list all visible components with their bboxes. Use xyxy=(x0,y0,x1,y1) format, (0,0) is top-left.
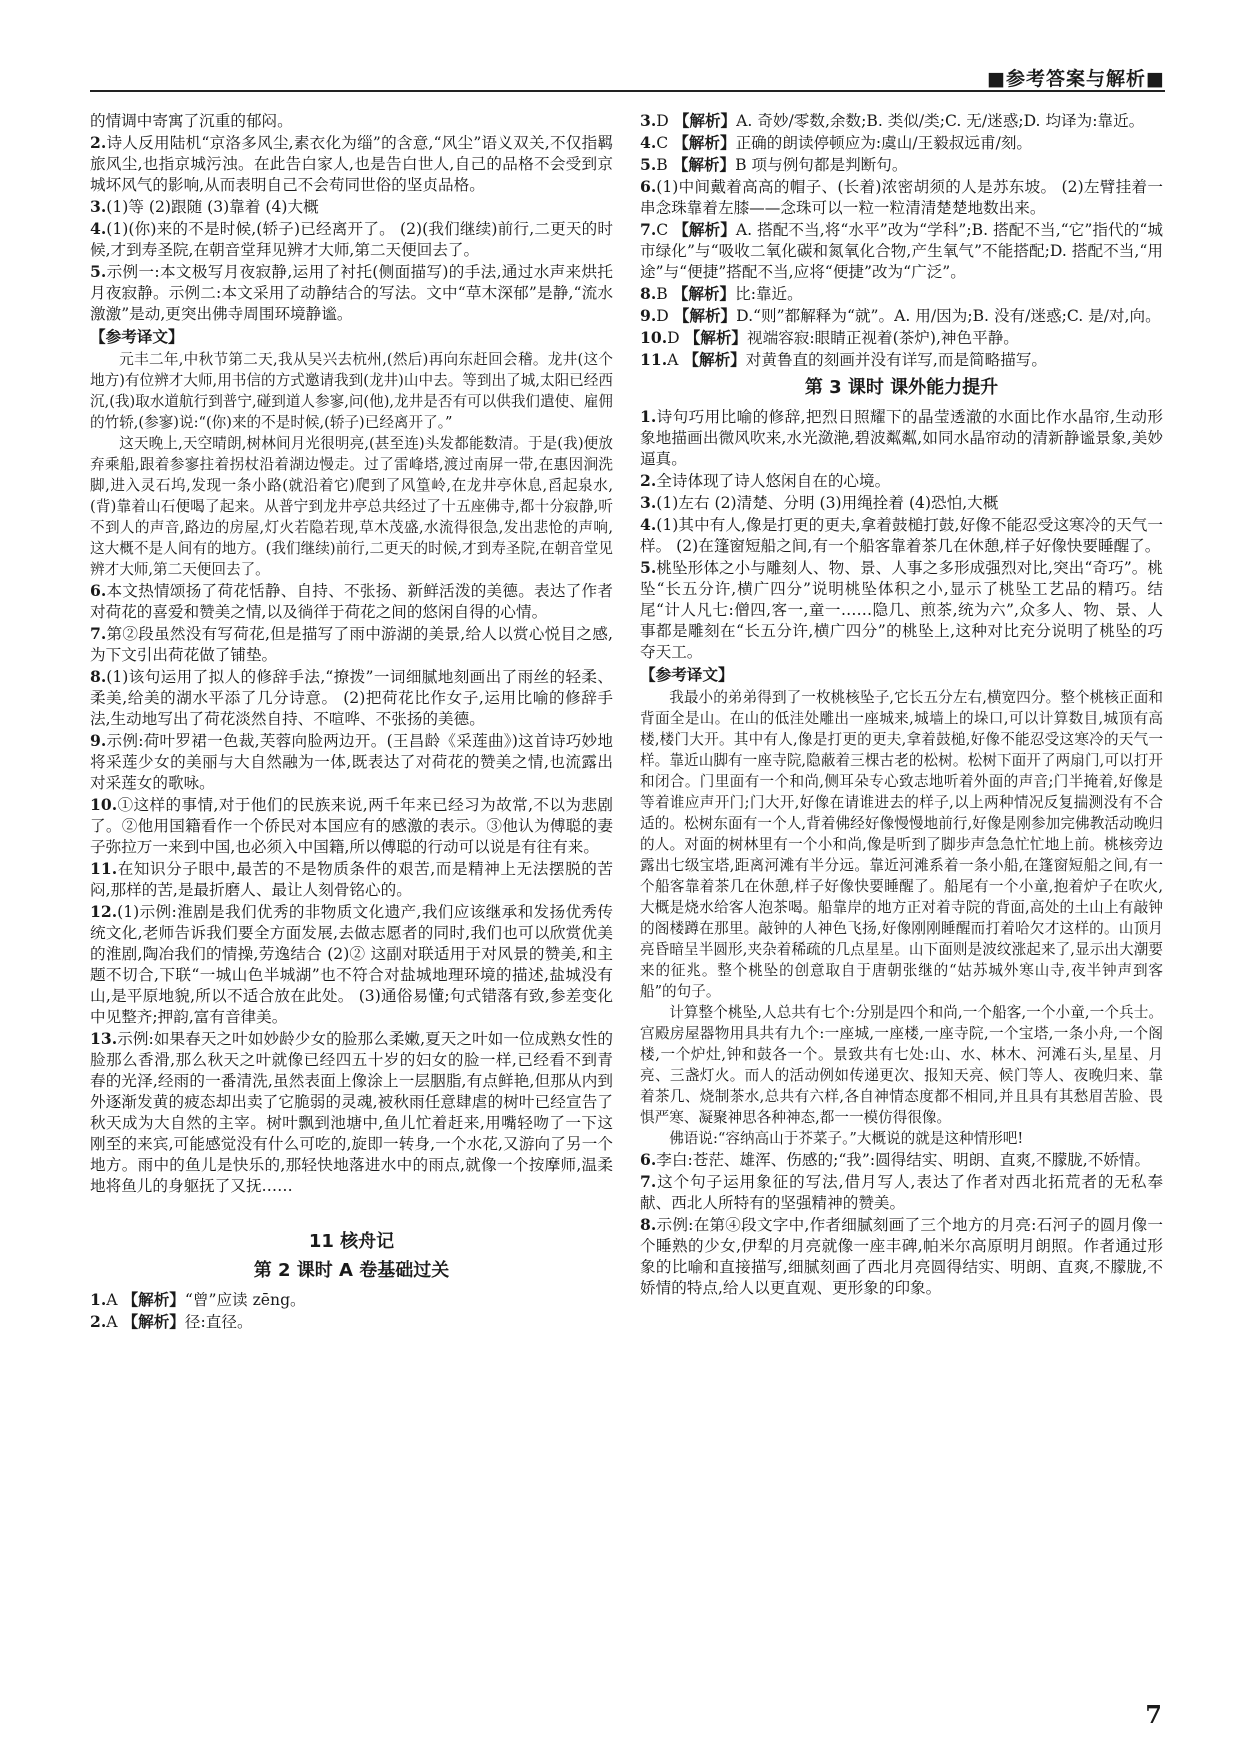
answer-item xyxy=(640,1149,1163,1171)
lesson-title: 第 2 课时 A 卷基础过关 xyxy=(253,1260,450,1281)
question-number: 9. xyxy=(640,306,657,325)
answer-item xyxy=(90,794,613,858)
choice-answer xyxy=(640,219,1163,283)
section-title: 11 核舟记 xyxy=(308,1231,395,1252)
translation-paragraph: 佛语说:“容纳高山于芥菜子。”大概说的就是这种情形吧! xyxy=(669,1130,1024,1147)
question-number: 6. xyxy=(640,1150,657,1169)
analysis-text: B 项与例句都是判断句。 xyxy=(735,156,908,174)
question-number: 4. xyxy=(640,133,657,152)
choice-answer xyxy=(640,132,1163,154)
analysis-tag: 【解析】 xyxy=(673,134,736,152)
answer-text: 诗人反用陆机“京洛多风尘,素衣化为缁”的含意,“风尘”语义双关,不仅指羁旅风尘,也指京城污浊。在此告白家人,也是告白世人,自己的品格不会受到京城坏风气的影响,从而表明自己不会苟同世俗的坚贞品格。 xyxy=(90,134,613,194)
answer-text: (1)(你)来的不是时候,(轿子)已经离开了。 (2)(我们继续)前行,二更天的时候,才到寿圣院,在朝音堂拜见辨才大师,第二天便回去了。 xyxy=(90,220,613,259)
answer-item xyxy=(640,470,1163,492)
choice-letter: C xyxy=(656,134,669,152)
answer-item xyxy=(640,406,1163,470)
answer-item xyxy=(90,132,613,196)
question-number: 2. xyxy=(90,1312,107,1331)
answer-item xyxy=(90,901,613,1028)
choice-letter: B xyxy=(656,285,668,303)
question-number: 9. xyxy=(90,731,107,750)
answer-item xyxy=(90,730,613,794)
answer-text: 示例:如果春天之叶如妙龄少女的脸那么柔嫩,夏天之叶如一位成熟女性的脸那么香滑,那么秋天之叶就像已经四五十岁的妇女的脸一样,已经看不到青春的光泽,经雨的一番清洗,虽然表面上像涂上一层胭脂,有点鲜艳,但那从内到外逐渐发黄的疲态却出卖了它脆弱的灵魂,被秋雨任意肆虐的树叶已经宣告了秋天成为大自然的主宰。树叶飘到池塘中,鱼儿忙着赶来,用嘴轻吻了一下这刚至的来宾,可能感觉没有什么可吃的,旋即一转身,一个水花,又游向了另一个地方。雨中的鱼儿是快乐的,那轻快地落进水中的雨点,就像一个按摩师,温柔地将鱼儿的身躯抚了又抚…… xyxy=(90,1030,613,1195)
question-number: 8. xyxy=(90,667,107,686)
choice-answer xyxy=(640,327,1163,349)
question-number: 4. xyxy=(90,219,107,238)
lesson-title: 第 3 课时 课外能力提升 xyxy=(804,377,999,398)
question-number: 5. xyxy=(640,558,657,577)
choice-letter: D xyxy=(656,112,669,130)
right-column xyxy=(640,110,1163,1299)
question-number: 4. xyxy=(640,515,657,534)
choice-letter: A xyxy=(667,351,679,369)
translation-paragraph: 这天晚上,天空晴朗,树林间月光很明亮,(甚至连)头发都能数清。于是(我)便放弃乘船,跟着参寥拄着拐杖沿着湖边慢走。过了雷峰塔,渡过南屏一带,在惠因涧洗脚,进入灵石坞,发现一条小路(就沿着它)爬到了风篁岭,在龙井亭休息,舀起泉水,(背)靠着山石便喝了起来。从普宁到龙井亭总共经过了十五座佛寺,都十分寂静,听不到人的声音,路边的房屋,灯火若隐若现,草木茂盛,水流得很急,发出悲怆的声响,这大概不是人间有的地方。(我们继续)前行,二更天的时候,才到寿圣院,在朝音堂见辨才大师,第二天便回去了。 xyxy=(90,435,613,578)
answer-text: 这个句子运用象征的写法,借月写人,表达了作者对西北拓荒者的无私奉献、西北人所特有的坚强精神的赞美。 xyxy=(640,1173,1163,1212)
answer-item xyxy=(90,261,613,325)
analysis-tag: 【解析】 xyxy=(673,221,736,239)
analysis-tag: 【解析】 xyxy=(672,285,736,303)
answer-text: (1)等 (2)跟随 (3)靠着 (4)大概 xyxy=(106,198,319,216)
choice-letter: D xyxy=(656,307,669,325)
answer-text: 示例:荷叶罗裙一色裁,芙蓉向脸两边开。(王昌龄《采莲曲》)这首诗巧妙地将采莲少女的美丽与大自然融为一体,既表达了对荷花的赞美之情,也流露出对采莲女的歌咏。 xyxy=(90,732,613,792)
answer-item xyxy=(640,557,1163,663)
question-number: 10. xyxy=(640,328,668,347)
reference-translation-label: 【参考译文】 xyxy=(90,327,184,346)
answer-item xyxy=(640,514,1163,557)
answer-text: 示例一:本文极写月夜寂静,运用了衬托(侧面描写)的手法,通过水声来烘托月夜寂静。示例二:本文采用了动静结合的写法。文中“草木深郁”是静,“流水激激”是动,更突出佛寺周围环境静谧。 xyxy=(90,263,613,323)
translation-paragraph: 计算整个桃坠,人总共有七个:分别是四个和尚,一个船客,一个小童,一个兵士。宫殿房屋器物用具共有九个:一座城,一座楼,一座寺院,一个宝塔,一条小舟,一个阁楼,一个炉灶,钟和鼓各一个。景致共有七处:山、水、林木、河滩石头,星星、月亮、三盏灯火。而人的活动例如传递更次、报知天亮、候门等人、夜晚归来、靠着茶几、烧制茶水,总共有六样,各自神情态度都不相同,并且具有其愁眉苦脸、畏惧严寒、凝聚神思各种神态,都一一模仿得很像。 xyxy=(640,1004,1163,1126)
question-number: 12. xyxy=(90,902,118,921)
analysis-text: A. 奇妙/零数,余数;B. 类似/类;C. 无/迷惑;D. 均译为:靠近。 xyxy=(736,112,1145,130)
analysis-tag: 【解析】 xyxy=(673,112,737,130)
question-number: 7. xyxy=(640,1172,657,1191)
choice-letter: C xyxy=(656,221,669,239)
answer-item xyxy=(90,1028,613,1197)
analysis-tag: 【解析】 xyxy=(672,156,736,174)
answer-text: 全诗体现了诗人悠闲自在的心境。 xyxy=(656,472,891,490)
answer-text: (1)该句运用了拟人的修辞手法,“撩拨”一词细腻地刻画出了雨丝的轻柔、柔美,给美的湖水平添了几分诗意。 (2)把荷花比作女子,运用比喻的修辞手法,生动地写出了荷花淡然自持、不喧哗、不张扬的美德。 xyxy=(90,668,613,728)
page-header xyxy=(90,62,1165,92)
choice-answer xyxy=(90,1289,613,1311)
choice-letter: D xyxy=(667,329,680,347)
analysis-tag: 【解析】 xyxy=(683,351,746,369)
analysis-text: 正确的朗读停顿应为:虞山/王毅叔远甫/刻。 xyxy=(735,134,1033,152)
question-number: 11. xyxy=(90,859,118,878)
question-number: 5. xyxy=(90,262,107,281)
choice-letter: B xyxy=(656,156,668,174)
answer-item xyxy=(90,580,613,623)
choice-answer xyxy=(640,154,1163,176)
question-number: 6. xyxy=(640,177,657,196)
question-number: 5. xyxy=(640,155,657,174)
question-number: 11. xyxy=(640,350,668,369)
answer-text: 在知识分子眼中,最苦的不是物质条件的艰苦,而是精神上无法摆脱的苦闷,那样的苦,是最折磨人、最让人刻骨铭心的。 xyxy=(90,860,613,899)
question-number: 7. xyxy=(90,624,107,643)
page-number: 7 xyxy=(1145,1700,1162,1729)
question-number: 6. xyxy=(90,581,107,600)
analysis-text: 对黄鲁直的刻画并没有详写,而是简略描写。 xyxy=(745,351,1048,369)
analysis-text: A. 搭配不当,将“水平”改为“学科”;B. 搭配不当,“它”指代的“城市绿化”与“吸收二氧化碳和氮氧化合物,产生氧气”不能搭配;D. 搭配不当,“用途”与“便捷”搭配不当,应将“便捷”改为“广泛”。 xyxy=(640,221,1163,281)
question-number: 13. xyxy=(90,1029,118,1048)
answer-text: 诗句巧用比喻的修辞,把烈日照耀下的晶莹透澈的水面比作水晶帘,生动形象地描画出微风吹来,水光潋滟,碧波粼粼,如同水晶帘动的清新静谧景象,美妙逼真。 xyxy=(640,408,1163,468)
question-number: 7. xyxy=(640,220,657,239)
analysis-tag: 【解析】 xyxy=(122,1291,185,1309)
answer-item xyxy=(640,176,1163,219)
analysis-tag: 【解析】 xyxy=(122,1313,185,1331)
answer-item xyxy=(90,666,613,730)
question-number: 8. xyxy=(640,1215,657,1234)
answer-item xyxy=(90,623,613,666)
question-number: 8. xyxy=(640,284,657,303)
answer-item xyxy=(640,1171,1163,1214)
answer-text: 示例:在第④段文字中,作者细腻刻画了三个地方的月亮:石河子的圆月像一个睡熟的少女,伊犁的月亮就像一座丰碑,帕米尔高原明月朗照。作者通过形象的比喻和直接描写,细腻刻画了西北月亮圆得结实、明朗、直爽,不朦胧,不娇情的特点,给人以更直观、更形象的印象。 xyxy=(640,1216,1163,1297)
choice-answer xyxy=(640,305,1163,327)
question-number: 2. xyxy=(640,471,657,490)
answer-text: 的情调中寄寓了沉重的郁闷。 xyxy=(90,112,293,130)
question-number: 1. xyxy=(90,1290,107,1309)
choice-letter: A xyxy=(106,1291,118,1309)
question-number: 3. xyxy=(90,197,107,216)
analysis-text: “曾”应读 zēng。 xyxy=(184,1291,306,1309)
choice-answer xyxy=(90,1311,613,1333)
answer-item xyxy=(90,218,613,261)
analysis-text: 径:直径。 xyxy=(184,1313,253,1331)
answer-text: (1)示例:淮剧是我们优秀的非物质文化遗产,我们应该继承和发扬优秀传统文化,老师告诉我们要全方面发展,去做志愿者的同时,我们也可以欣赏优美的淮剧,陶冶我们的情操,劳逸结合 (2)② 这副对联适用于对风景的赞美,和主题不切合,下联“一城山色半城湖”也不符合对盐城地理环境的描述,盐城没有山,是平原地貌,所以不适合放在此处。 (3)通俗易懂;句式错落有致,参差变化中见整齐;押韵,富有音律美。 xyxy=(90,903,613,1026)
reference-translation-label: 【参考译文】 xyxy=(640,665,734,684)
choice-letter: A xyxy=(106,1313,118,1331)
answer-text: (1)其中有人,像是打更的更夫,拿着鼓槌打鼓,好像不能忍受这寒冷的天气一样。 (2)在篷窗短船之间,有一个船客靠着茶几在休憩,样子好像快要睡醒了。 xyxy=(640,516,1163,555)
choice-answer xyxy=(640,349,1163,371)
question-number: 10. xyxy=(90,795,118,814)
analysis-tag: 【解析】 xyxy=(673,307,737,325)
answer-text: 桃坠形体之小与雕刻人、物、景、人事之多形成强烈对比,突出“奇巧”。桃坠“长五分许,横广四分”说明桃坠体积之小,显示了桃坠工艺品的精巧。结尾“计人凡七:僧四,客一,童一……隐几、煎茶,统为六”,众多人、物、景、人事都是雕刻在“长五分许,横广四分”的桃坠上,这种对比充分说明了桃坠的巧夺天工。 xyxy=(640,559,1163,661)
question-number: 2. xyxy=(90,133,107,152)
answer-item xyxy=(90,858,613,901)
answer-item xyxy=(90,110,613,132)
answer-text: 第②段虽然没有写荷花,但是描写了雨中游湖的美景,给人以赏心悦目之感,为下文引出荷花做了铺垫。 xyxy=(90,625,613,664)
analysis-text: 视端容寂:眼睛正视着(茶炉),神色平静。 xyxy=(747,329,1019,347)
choice-answer xyxy=(640,283,1163,305)
translation-paragraph: 我最小的弟弟得到了一枚桃核坠子,它长五分左右,横宽四分。整个桃核正面和背面全是山。在山的低洼处雕出一座城来,城墙上的垛口,可以计算数目,城顶有高楼,楼门大开。其中有人,像是打更的更夫,拿着鼓槌,好像不能忍受这寒冷的天气一样。靠近山脚有一座寺院,隐蔽着三棵古老的松树。松树下面开了两扇门,可以打开和闭合。门里面有一个和尚,侧耳朵专心致志地听着外面的声音;门半掩着,好像是等着谁应声开门;门大开,好像在请谁进去的样子,以上两种情况反复揣测没有不合适的。松树东面有一个人,背着佛经好像慢慢地前行,好像是刚参加完佛教活动晚归的人。对面的树林里有一个小和尚,像是听到了脚步声急急忙忙地上前。桃核旁边露出七级宝塔,距离河滩有半分远。靠近河滩系着一条小船,在篷窗短船之间,有一个船客靠着茶几在休憩,样子好像快要睡醒了。船尾有一个小童,抱着炉子在吹火,大概是烧水给客人泡茶喝。船靠岸的地方正对着寺院的背面,高处的土山上有敲钟的阁楼蹲在那里。敲钟的人神色飞扬,好像刚刚睡醒而打着哈欠才这样的。山顶月亮昏暗呈半圆形,夹杂着稀疏的几点星星。山下面则是波纹涨起来了,显示出大潮要来的征兆。整个桃坠的创意取自于唐朝张继的“姑苏城外寒山寺,夜半钟声到客船”的句子。 xyxy=(640,689,1163,1000)
translation-paragraph: 元丰二年,中秋节第二天,我从吴兴去杭州,(然后)再向东赶回会稽。龙井(这个地方)有位辨才大师,用书信的方式邀请我到(龙井)山中去。等到出了城,太阳已经西沉,(我)取水道航行到普宁,碰到道人参寥,问(他),龙井是否有可以供我们遣使、雇佣的竹轿,(参寥)说:“(你)来的不是时候,(轿子)已经离开了。” xyxy=(90,351,613,431)
analysis-tag: 【解析】 xyxy=(684,329,748,347)
left-column xyxy=(90,110,613,1333)
choice-answer xyxy=(640,110,1163,132)
answer-text: ①这样的事情,对于他们的民族来说,两千年来已经习为故常,不以为悲剧了。②他用国籍看作一个侨民对本国应有的感激的表示。③他认为傅聪的妻子弥拉万一来到中国,也必须入中国籍,所以傅聪的行动可以说是有往有来。 xyxy=(90,796,613,856)
answer-item xyxy=(640,1214,1163,1299)
header-label: ■参考答案与解析■ xyxy=(987,68,1165,90)
question-number: 3. xyxy=(640,111,657,130)
answer-text: (1)中间戴着高高的帽子、(长着)浓密胡须的人是苏东坡。 (2)左臂挂着一串念珠靠着左膝——念珠可以一粒一粒清清楚楚地数出来。 xyxy=(640,178,1163,217)
answer-item xyxy=(90,196,613,218)
answer-text: 李白:苍茫、雄浑、伤感的;“我”:圆得结实、明朗、直爽,不朦胧,不娇情。 xyxy=(656,1151,1151,1169)
answer-item xyxy=(640,492,1163,514)
answer-text: 本文热情颂扬了荷花恬静、自持、不张扬、新鲜活泼的美德。表达了作者对荷花的喜爱和赞美之情,以及徜徉于荷花之间的悠闲自得的心情。 xyxy=(90,582,613,621)
analysis-text: 比:靠近。 xyxy=(735,285,803,303)
analysis-text: D.“则”都解释为“就”。A. 用/因为;B. 没有/迷惑;C. 是/对,向。 xyxy=(736,307,1161,325)
question-number: 1. xyxy=(640,407,657,426)
answer-text: (1)左右 (2)清楚、分明 (3)用绳拴着 (4)恐怕,大概 xyxy=(656,494,999,512)
question-number: 3. xyxy=(640,493,657,512)
header-rule xyxy=(90,90,1165,92)
